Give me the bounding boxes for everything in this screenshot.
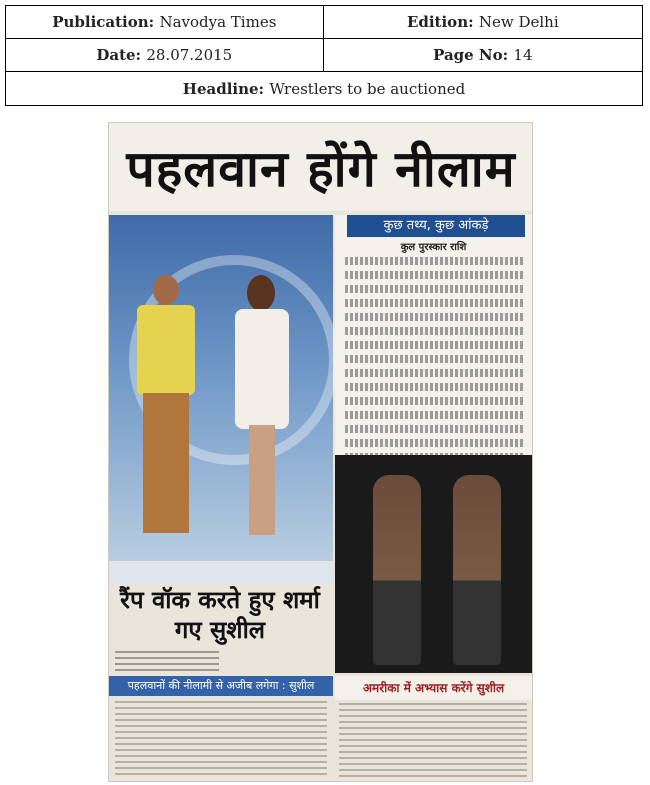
page-label: Page No: <box>433 46 509 64</box>
fact-line <box>345 355 525 363</box>
edition-cell <box>323 6 642 39</box>
subhead-strip: पहलवानों की नीलामी से अजीब लगेगा : सुशील <box>109 676 333 696</box>
fact-line <box>345 397 525 405</box>
model-figure <box>229 275 295 545</box>
fact-line <box>345 369 525 377</box>
fact-line <box>345 271 525 279</box>
headline-cell <box>6 72 643 106</box>
newspaper-clipping <box>108 122 533 782</box>
fact-line <box>345 327 525 335</box>
headline-label: Headline: <box>182 79 265 98</box>
fact-line <box>345 341 525 349</box>
headline-value: Wrestlers to be auctioned <box>269 79 466 98</box>
edition-value: New Delhi <box>478 13 559 31</box>
publication-value: Navodya Times <box>159 13 277 31</box>
ramp-walk-photo <box>335 455 532 673</box>
fact-line <box>345 313 525 321</box>
story-headline: रैंप वॉक करते हुए शर्मा गए सुशील <box>120 586 320 644</box>
wrestler-figure <box>131 275 201 545</box>
masthead-text: पहलवान होंगे नीलाम <box>126 140 516 198</box>
page-cell <box>323 39 642 72</box>
side-headline: अमरीका में अभ्यास करेंगे सुशील <box>335 676 532 700</box>
date-label: Date: <box>96 46 142 64</box>
facts-subtitle: कुल पुरस्कार राशि <box>400 242 467 253</box>
page-value: 14 <box>513 46 533 64</box>
date-cell <box>6 39 324 72</box>
article-text-column-a <box>115 651 219 673</box>
fact-line <box>345 257 525 265</box>
side-article-text <box>339 703 527 777</box>
date-value: 28.07.2015 <box>146 46 233 64</box>
ramp-walk-figure <box>453 475 501 665</box>
fact-line <box>345 285 525 293</box>
fact-line <box>345 425 525 433</box>
fact-line <box>345 299 525 307</box>
photo-caption <box>109 563 333 583</box>
fact-line <box>345 439 525 447</box>
bottom-article-text <box>115 701 327 777</box>
masthead <box>109 123 532 211</box>
edition-label: Edition: <box>406 13 474 31</box>
event-photo <box>109 215 333 561</box>
ramp-walk-figure <box>373 475 421 665</box>
publication-label: Publication: <box>52 13 155 31</box>
publication-cell <box>6 6 324 39</box>
facts-title: कुछ तथ्य, कुछ आंकड़े <box>347 215 525 237</box>
fact-line <box>345 383 525 391</box>
fact-line <box>345 411 525 419</box>
clipping-info-table <box>5 5 643 106</box>
